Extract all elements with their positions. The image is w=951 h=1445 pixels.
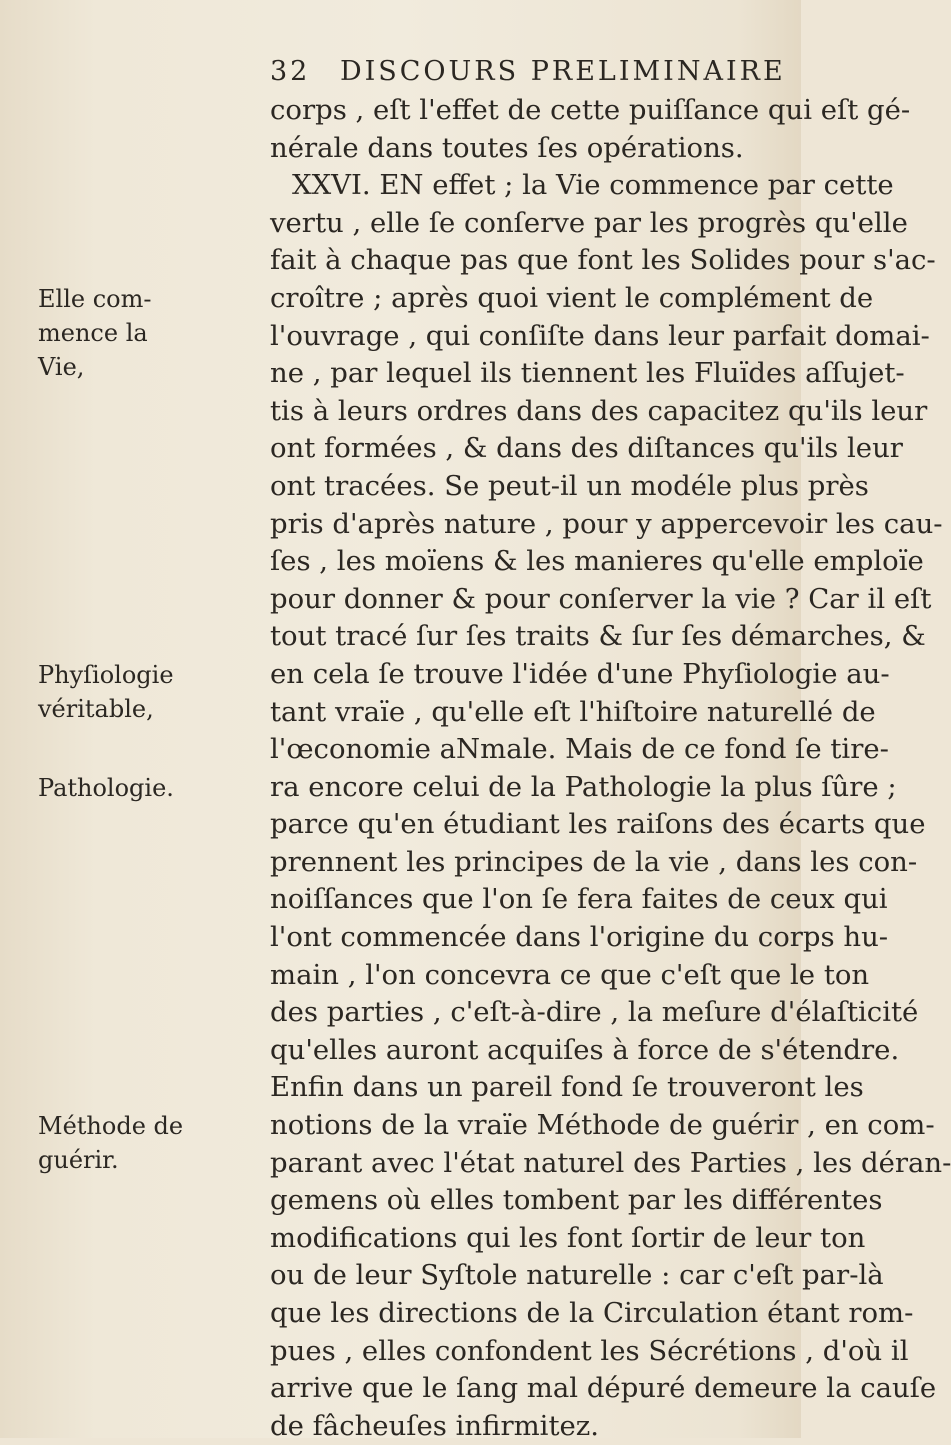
text-line: l'ouvrage , qui conſiſte dans leur parfait domai- <box>270 319 930 352</box>
text-line: ne , par lequel ils tiennent les Fluïdes aſſujet- <box>270 357 905 390</box>
margin-note <box>38 1109 266 1177</box>
text-line: XXVI. EN effet ; la Vie commence par cette <box>292 169 894 202</box>
text-line: modifications qui les font ſortir de leur ton <box>270 1221 866 1254</box>
text-line: tout tracé ſur ſes traits & ſur ſes démarches, & <box>270 620 926 653</box>
text-line: qu'elles auront acquiſes à force de s'étendre. <box>270 1033 900 1066</box>
text-line: vertu , elle ſe conſerve par les progrès qu'elle <box>270 206 908 239</box>
margin-note-line: véritable, <box>38 695 154 723</box>
margin-note-line: Vie, <box>38 353 85 381</box>
margin-note-line: Méthode de <box>38 1112 184 1141</box>
page-number: 32 <box>270 56 311 87</box>
text-line: ont tracées. Se peut-il un modéle plus près <box>270 469 869 502</box>
text-line: main , l'on concevra ce que c'eſt que le ton <box>270 958 870 991</box>
text-line: corps , eſt l'effet de cette puiſſance qui eſt gé- <box>270 94 911 126</box>
text-line: parce qu'en étudiant les raiſons des écarts que <box>270 808 926 841</box>
main-text-block <box>270 92 951 1445</box>
margin-note <box>38 658 266 726</box>
margin-note <box>38 282 266 384</box>
text-line: pris d'après nature , pour y appercevoir les cau- <box>270 507 943 540</box>
text-line: ra encore celui de la Pathologie la plus ſûre ; <box>270 770 897 803</box>
text-line: l'ont commencée dans l'origine du corps hu- <box>270 921 889 954</box>
running-title: DISCOURS PRELIMINAIRE <box>339 56 786 87</box>
text-line: des parties , c'eſt-à-dire , la meſure d'élaſticité <box>270 996 919 1029</box>
text-line: tis à leurs ordres dans des capacitez qu'ils leur <box>270 394 928 427</box>
margin-note-line: Elle com- <box>38 285 152 313</box>
text-line: tant vraïe , qu'elle eſt l'hiſtoire naturellé de <box>270 695 876 728</box>
text-line: parant avec l'état naturel des Parties , les déran- <box>270 1146 951 1179</box>
text-line: croître ; après quoi vient le complément de <box>270 281 874 314</box>
text-line: ſes , les moïens & les manieres qu'elle emploïe <box>270 545 924 578</box>
text-line: pour donner & pour conſerver la vie ? Car il eſt <box>270 582 932 615</box>
text-line: pues , elles confondent les Sécrétions , d'où il <box>270 1334 909 1367</box>
text-line: ou de leur Syſtole naturelle : car c'eſt par-là <box>270 1259 884 1292</box>
margin-note-line: mence la <box>38 319 148 347</box>
text-line: prennent les principes de la vie , dans les con- <box>270 845 918 878</box>
margin-note <box>38 771 266 805</box>
margin-note-line: Pathologie. <box>38 773 174 802</box>
text-line: ont formées , & dans des diſtances qu'ils leur <box>270 432 903 465</box>
text-line: arrive que le ſang mal dépuré demeure la cauſe <box>270 1372 937 1405</box>
text-line: noiſſances que l'on ſe fera faites de ceux qui <box>270 883 888 916</box>
text-line: notions de la vraïe Méthode de guérir , en com- <box>270 1109 935 1142</box>
margin-note-line: guérir. <box>38 1146 119 1175</box>
text-line: Enfin dans un pareil fond ſe trouveront les <box>270 1071 864 1104</box>
text-line: nérale dans toutes ſes opérations. <box>270 131 744 164</box>
text-line: de fâcheuſes infirmitez. <box>270 1409 600 1442</box>
text-line: l'œconomie aNmale. Mais de ce fond ſe tire- <box>270 733 889 766</box>
text-line: fait à chaque pas que font les Solides pour s'ac- <box>270 244 936 277</box>
text-line: en cela ſe trouve l'idée d'une Phyſiologie au- <box>270 657 890 690</box>
running-header <box>270 56 786 87</box>
text-line: gemens où elles tombent par les différentes <box>270 1184 883 1217</box>
text-line: que les directions de la Circulation étant rom- <box>270 1297 914 1329</box>
margin-note-line: Phyſiologie <box>38 661 174 689</box>
